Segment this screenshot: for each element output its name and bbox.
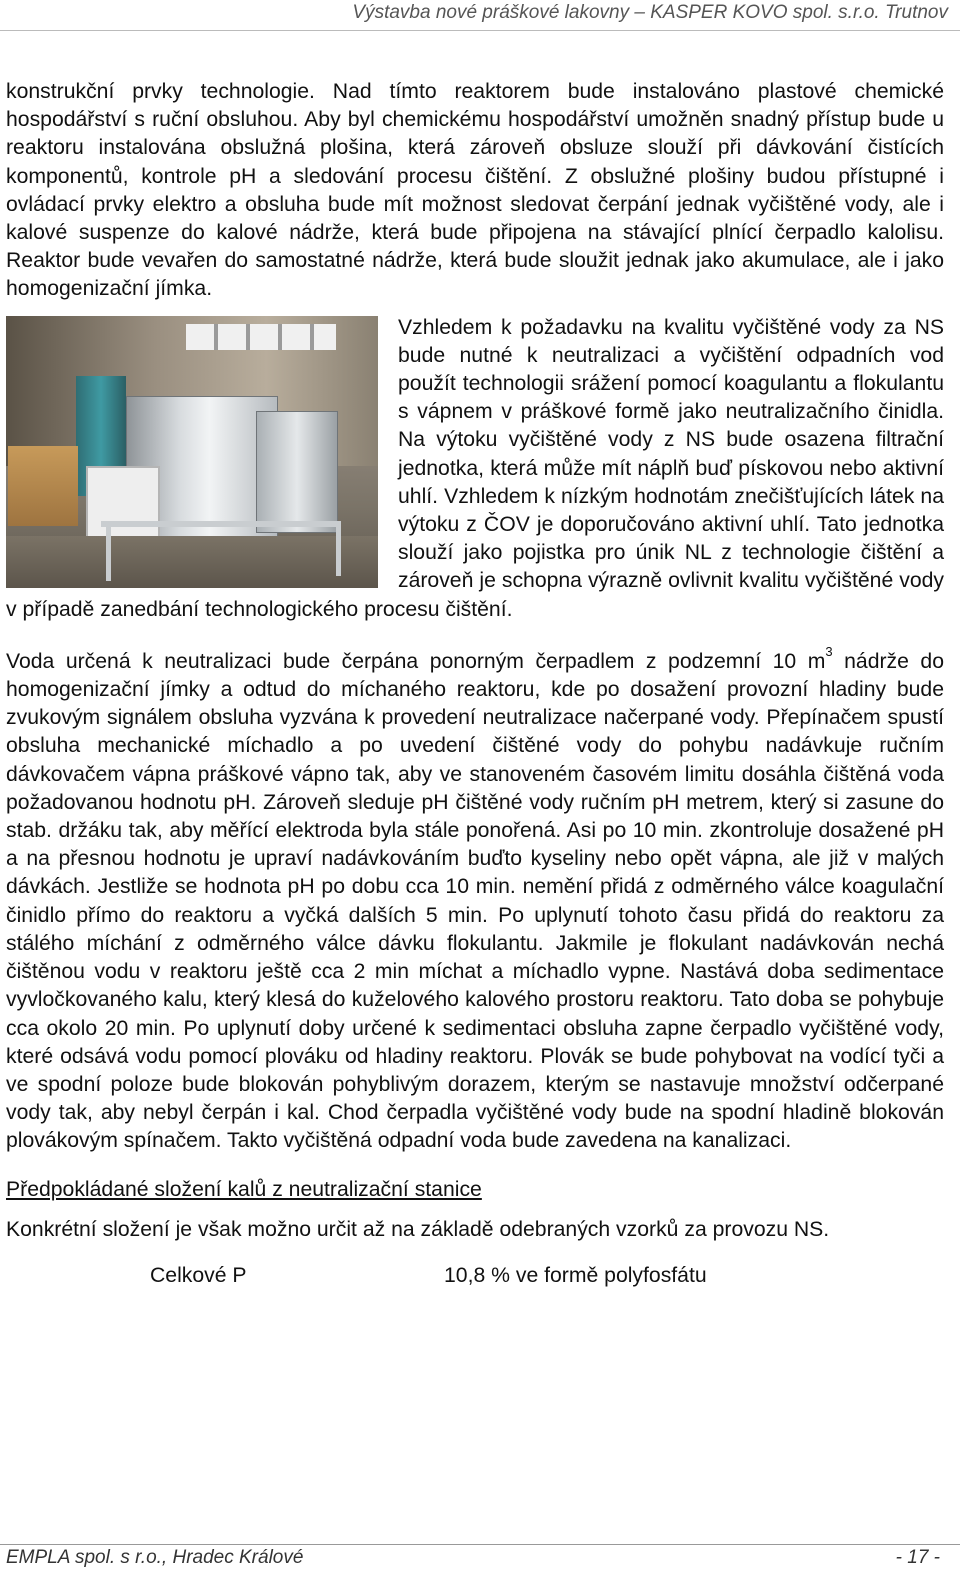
paragraph-neutralization: Vzhledem k požadavku na kvalitu vyčištěné vody za NS bude nutné k neutralizaci a vyčištění odpadních vod použít technologii srážení pomocí koagulantu a flokulantu s vápnem v práškové formě jako neutralizačního činidla. Na výtoku vyčištěné vody z NS bude osazena filtrační jednotka, která může mít náplň buď pískovou nebo aktivní uhlí. Vzhledem k nízkým hodnotám znečišťujících látek na výtoku z ČOV je doporučováno aktivní uhlí. Tato jednotka slouží jako pojistka pro únik NL z technologie čištění a zároveň je schopna výrazně ovlivnit kvalitu vyčištěné vody v případě zanedbání technologického procesu čištění.	[6, 315, 944, 621]
section-heading: Předpokládané složení kalů z neutralizační stanice	[6, 1177, 482, 1201]
page-number: - 17 -	[895, 1547, 940, 1568]
footer-company: EMPLA spol. s r.o., Hradec Králové	[6, 1547, 304, 1568]
header-divider	[0, 30, 960, 31]
composition-row	[6, 1262, 944, 1290]
equipment-photo	[6, 316, 378, 588]
superscript-three: 3	[825, 643, 833, 659]
procedure-text-rest: nádrže do homogenizační jímky a odtud do míchaného reaktoru, kde po dosažení provozní hladiny bude zvukovým signálem obsluha vyzvána k provedení neutralizace načerpané vody. Přepínačem spustí obsluha mechanické míchadlo a po uvedení čištěné vody do pohybu nadávkuje ručním dávkovačem vápna práškové vápno tak, aby ve stanoveném časovém limitu dosáhla čištěná voda požadovanou hodnotu pH. Zároveň sleduje pH čištěné vody ručním pH metrem, který si zasune do stab. držáku tak, aby měřící elektroda byla stále ponořená. Asi po 10 min. zkontroluje dosažené pH a na přesnou hodnotu je upraví nadávkováním buďto kyseliny nebo opět vápna, ale již v malých dávkách. Jestliže se hodnota pH po dobu cca 10 min. nemění přidá z odměrného válce koagulační činidlo přímo do reaktoru a vyčká dalších 5 min. Po uplynutí tohoto času přidá do reaktoru za stálého míchání z odměrného válce dávku flokulantu. Jakmile je flokulant nadávkován nechá čištěnou vodu v reaktoru ještě cca 2 min míchat a míchadlo vypne. Nastává doba sedimentace vyvločkovaného kalu, který klesá do kuželového kalového prostoru reaktoru. Tato doba se pohybuje cca okolo 20 min. Po uplynutí doby určené k sedimentaci obsluha zapne čerpadlo vyčištěné vody, které odsává vodu pomocí plováku od hladiny reaktoru. Plovák se bude pohybovat na vodící tyči a ve spodní poloze bude blokován pohyblivým dorazem, kterým se nastavuje množství odčerpané vody tak, aby nebyl čerpán i kal. Chod čerpadla vyčištěné vody bude na spodní hladině blokován plovákovým spínačem. Takto vyčištěná odpadní voda bude zavedena na kanalizaci.	[6, 649, 944, 1153]
footer-divider	[0, 1544, 960, 1545]
paragraph-composition: Konkrétní složení je však možno určit až na základě odebraných vzorků za provozu NS.	[6, 1217, 830, 1241]
paragraph-procedure	[6, 643, 944, 1156]
composition-label: Celkové P	[150, 1263, 247, 1287]
composition-value: 10,8 % ve formě polyfosfátu	[444, 1263, 707, 1287]
procedure-text-start: Voda určená k neutralizaci bude čerpána ponorným čerpadlem z podzemní 10 m	[6, 649, 826, 673]
paragraph-reactor: konstrukční prvky technologie. Nad tímto reaktorem bude instalováno plastové chemické hospodářství s ruční obsluhou. Aby byl chemickému hospodářství umožněn snadný přístup bude u reaktoru instalována obslužná plošina, která zároveň obsluze slouží při dávkování čistících komponentů, kontrole pH a sledování procesu čištění. Z obslužné plošiny budou přístupné i ovládací prvky elektro a obsluha bude mít možnost sledovat čerpání jednak vyčištěné vody, ale i kalové suspenze do kalové nádrže, která bude připojena na stávající plnící čerpadlo kalolisu. Reaktor bude vevařen do samostatné nádrže, která bude sloužit jednak jako akumulace, ale i jako homogenizační jímka.	[6, 80, 944, 301]
document-body	[6, 78, 944, 1290]
page-header: Výstavba nové práškové lakovny – KASPER KOVO spol. s.r.o. Trutnov	[352, 2, 948, 23]
